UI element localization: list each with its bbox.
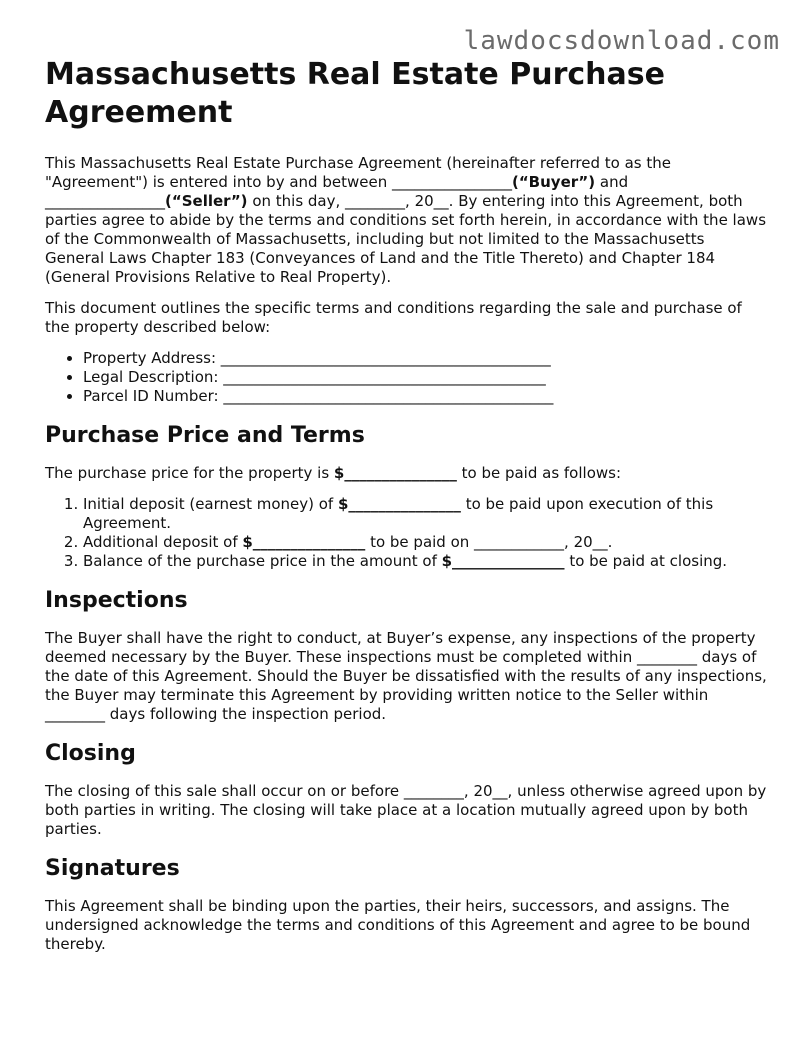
payment-text: Additional deposit of: [83, 533, 243, 551]
intro-text-3: on this day, ________, 20__. By entering into this Agreement, both parties agree to abide by the terms and conditions set forth herein, in accordance with the laws of the Commonwealth of Massachusetts, including but not limited to the Massachusetts General Laws Chapter 183 (Conveyances of Land and the Title Thereto) and Chapter 184 (General Provisions Relative to Real Property).: [45, 192, 767, 286]
list-item: • Legal Description: ___________________________________________: [83, 368, 767, 387]
intro-paragraph: [45, 154, 767, 287]
section-heading-purchase: Purchase Price and Terms: [45, 423, 365, 448]
inspections-paragraph: The Buyer shall have the right to conduct, at Buyer’s expense, any inspections of the property deemed necessary by the Buyer. These inspections must be completed within ________ days of the date of this Agreement. Should the Buyer be dissatisfied with the results of any inspections, the Buyer may terminate this Agreement by providing written notice to the Seller within ________ days following the inspection period.: [45, 629, 767, 723]
intro-text-1: This Massachusetts Real Estate Purchase Agreement (hereinafter referred to as the "Agreement") is entered into by and between ________________: [45, 154, 671, 191]
buyer-label: (“Buyer”): [511, 173, 596, 191]
seller-label: (“Seller”): [165, 192, 248, 210]
purchase-price-blank: $_______________: [333, 464, 457, 482]
section-heading-closing: Closing: [45, 741, 136, 766]
document-body: [45, 56, 767, 966]
site-watermark: lawdocsdownload.com: [463, 26, 780, 56]
payment-list: [45, 495, 767, 571]
intro-text-2: and ________________: [45, 173, 629, 210]
page-title: Massachusetts Real Estate Purchase Agreement: [45, 57, 665, 130]
payment-amount-blank: $_______________: [337, 495, 461, 513]
outline-paragraph: This document outlines the specific terms and conditions regarding the sale and purchase of the property described below:: [45, 299, 742, 336]
payment-text-end: to be paid at closing.: [564, 552, 728, 570]
list-item: • Property Address: ____________________________________________: [83, 349, 767, 368]
payment-text: Balance of the purchase price in the amount of: [83, 552, 442, 570]
list-item: • Parcel ID Number: ____________________________________________: [83, 387, 767, 406]
property-list: [45, 349, 767, 406]
list-item: [83, 552, 767, 571]
closing-paragraph: The closing of this sale shall occur on or before ________, 20__, unless otherwise agreed upon by both parties in writing. The closing will take place at a location mutually agreed upon by both parties.: [45, 782, 767, 838]
list-item: [83, 495, 767, 533]
purchase-intro: [45, 464, 767, 483]
payment-amount-blank: $_______________: [441, 552, 565, 570]
payment-text-end: to be paid upon execution of this Agreement.: [83, 495, 714, 532]
payment-text: Initial deposit (earnest money) of: [83, 495, 338, 513]
list-item: [83, 533, 767, 552]
section-heading-inspections: Inspections: [45, 588, 188, 613]
signatures-paragraph: This Agreement shall be binding upon the parties, their heirs, successors, and assigns. The undersigned acknowledge the terms and conditions of this Agreement and agree to be bound thereby.: [45, 897, 751, 953]
section-heading-signatures: Signatures: [45, 856, 180, 881]
purchase-intro-text: The purchase price for the property is: [45, 464, 334, 482]
payment-text-end: to be paid on ____________, 20__.: [365, 533, 613, 551]
payment-amount-blank: $_______________: [242, 533, 366, 551]
purchase-intro-text-end: to be paid as follows:: [456, 464, 622, 482]
